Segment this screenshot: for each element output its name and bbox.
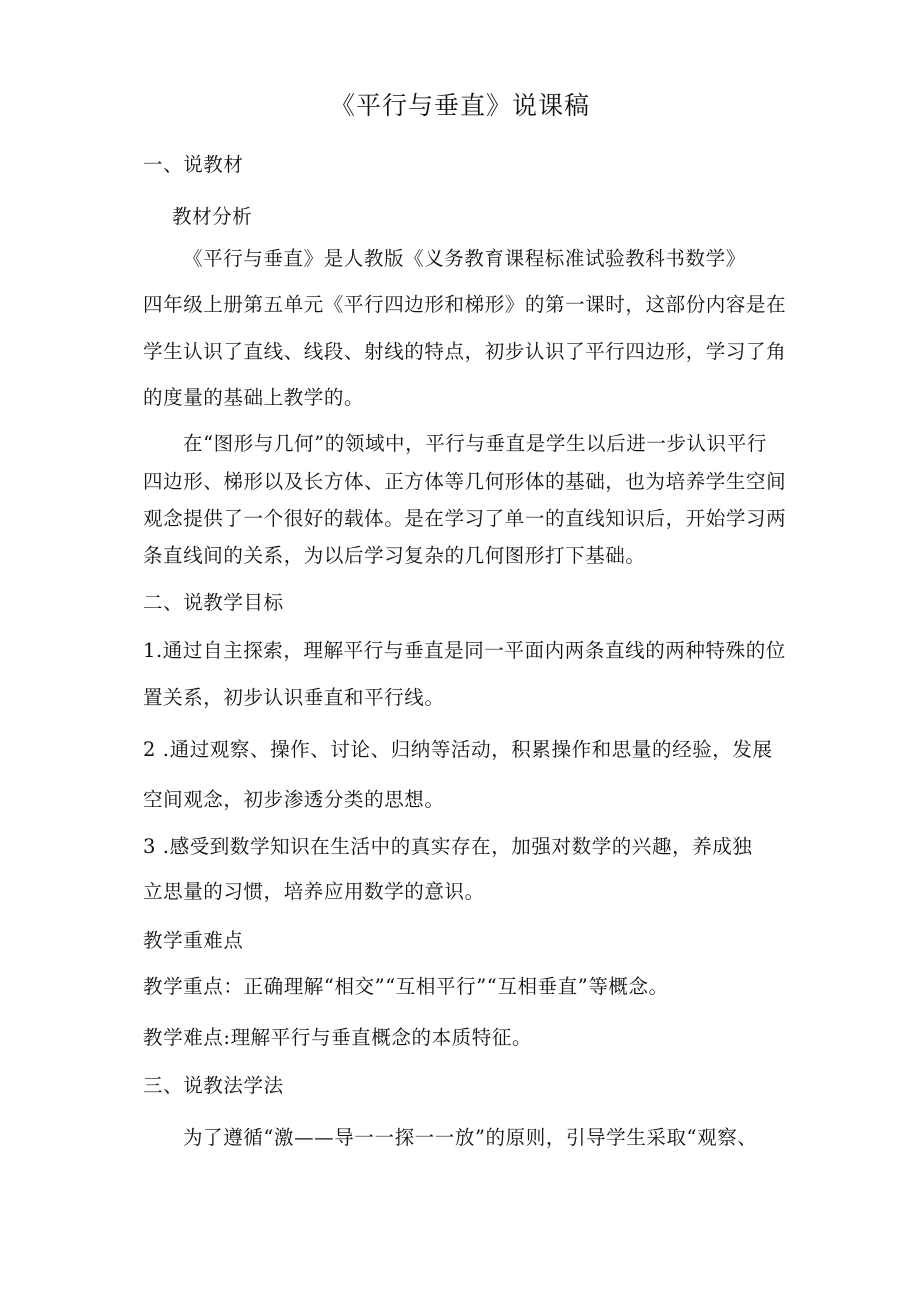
paragraph-line: 《平行与垂直》是人教版《义务教育课程标准试验教科书数学》 <box>183 247 746 270</box>
paragraph-line: 四年级上册第五单元《平行四边形和梯形》的第一课时，这部份内容是在 <box>143 293 787 316</box>
goal-line: 3 .感受到数学知识在生活中的真实存在，加强对数学的兴趣，养成独 <box>143 835 753 858</box>
goal-line: 空间观念，初步渗透分类的思想。 <box>143 788 445 811</box>
paragraph-line: 的度量的基础上教学的。 <box>143 386 365 409</box>
subheading-key-difficult-points: 教学重难点 <box>143 929 244 952</box>
subheading-textbook-analysis: 教材分析 <box>172 205 253 228</box>
goal-line: 1.通过自主探索，理解平行与垂直是同一平面内两条直线的两种特殊的位 <box>143 639 786 662</box>
goal-line: 置关系，初步认识垂直和平行线。 <box>143 686 445 709</box>
paragraph-line: 为了遵循“激——导一一探一一放”的原则，引导学生采取“观察、 <box>183 1126 758 1149</box>
section-heading-teaching-goals: 二、说教学目标 <box>143 591 284 614</box>
paragraph-line: 学生认识了直线、线段、射线的特点，初步认识了平行四边形，学习了角 <box>143 340 787 363</box>
section-heading-textbook: 一、说教材 <box>143 153 244 176</box>
paragraph-line: 四边形、梯形以及长方体、正方体等几何形体的基础，也为培养学生空间 <box>143 470 787 493</box>
paragraph-line: 条直线间的关系，为以后学习复杂的几何图形打下基础。 <box>143 544 646 567</box>
difficult-point-line: 教学难点:理解平行与垂直概念的本质特征。 <box>143 1026 533 1049</box>
paragraph-line: 在“图形与几何”的领域中，平行与垂直是学生以后进一步认识平行 <box>183 432 767 455</box>
page-title: 《平行与垂直》说课稿 <box>329 91 590 120</box>
paragraph-line: 观念提供了一个很好的载体。是在学习了单一的直线知识后，开始学习两 <box>143 507 787 530</box>
goal-line: 2 .通过观察、操作、讨论、归纳等活动，积累操作和思量的经验，发展 <box>143 738 773 761</box>
section-heading-teaching-methods: 三、说教法学法 <box>143 1074 284 1097</box>
key-point-line: 教学重点：正确理解“相交”“互相平行”“互相垂直”等概念。 <box>143 975 669 998</box>
goal-line: 立思量的习惯，培养应用数学的意识。 <box>143 880 485 903</box>
